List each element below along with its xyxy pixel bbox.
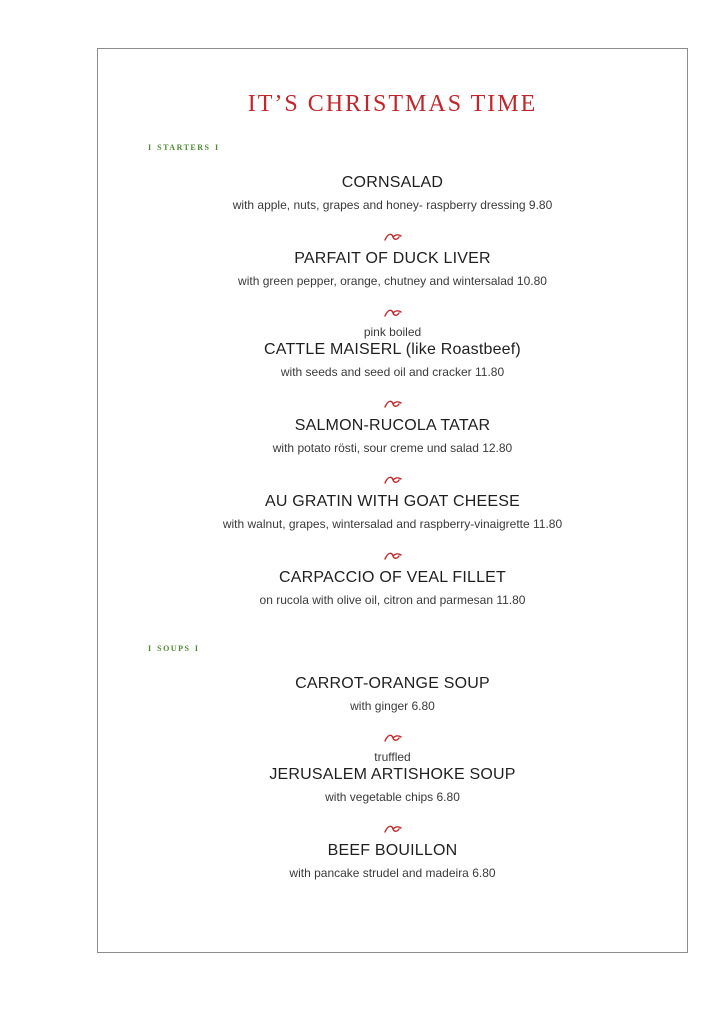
section-starters [98,173,687,608]
menu-card [97,48,688,953]
dish-item [98,492,687,532]
ornament-swirl-icon [383,823,403,835]
ornament-swirl-icon [383,231,403,243]
ornament-swirl-icon [383,398,403,410]
dish-name: CATTLE MAISERL (like Roastbeef) [264,341,521,358]
menu-title: IT’S CHRISTMAS TIME [247,91,538,117]
ornament-swirl-icon [383,307,403,319]
dish-description: with ginger 6.80 [350,699,435,713]
section-heading-starters: i starters i [148,139,220,153]
dish-description: with pancake strudel and madeira 6.80 [289,866,496,880]
dish-item [98,568,687,608]
dish-description: with vegetable chips 6.80 [325,790,460,804]
dish-item [98,249,687,289]
dish-name: CARROT-ORANGE SOUP [295,675,490,692]
dish-name: CORNSALAD [341,174,444,191]
ornament-swirl-icon [383,474,403,486]
dish-description: on rucola with olive oil, citron and parmesan 11.80 [259,593,526,607]
dish-item [98,674,687,714]
ornament-swirl-icon [383,550,403,562]
dish-description: with green pepper, orange, chutney and wintersalad 10.80 [238,274,547,288]
dish-name: BEEF BOUILLON [327,842,458,859]
ornament-swirl-icon [383,732,403,744]
dish-name: JERUSALEM ARTISHOKE SOUP [269,766,516,783]
dish-description: with seeds and seed oil and cracker 11.80 [280,365,505,379]
dish-item [98,841,687,881]
dish-name: AU GRATIN WITH GOAT CHEESE [265,493,520,510]
dish-name: SALMON-RUCOLA TATAR [294,417,491,434]
dish-item [98,750,687,805]
dish-item [98,325,687,380]
dish-name: CARPACCIO OF VEAL FILLET [278,569,507,586]
dish-description: with apple, nuts, grapes and honey- raspberry dressing 9.80 [232,198,553,212]
dish-item [98,173,687,213]
dish-preparation: pink boiled [363,325,422,339]
dish-name: PARFAIT OF DUCK LIVER [294,250,491,267]
section-heading-soups: i soups i [148,640,200,654]
section-soups [98,674,687,881]
dish-description: with potato rösti, sour creme und salad 12.80 [272,441,513,455]
dish-preparation: truffled [374,750,411,764]
dish-item [98,416,687,456]
dish-description: with walnut, grapes, wintersalad and raspberry-vinaigrette 11.80 [222,517,563,531]
